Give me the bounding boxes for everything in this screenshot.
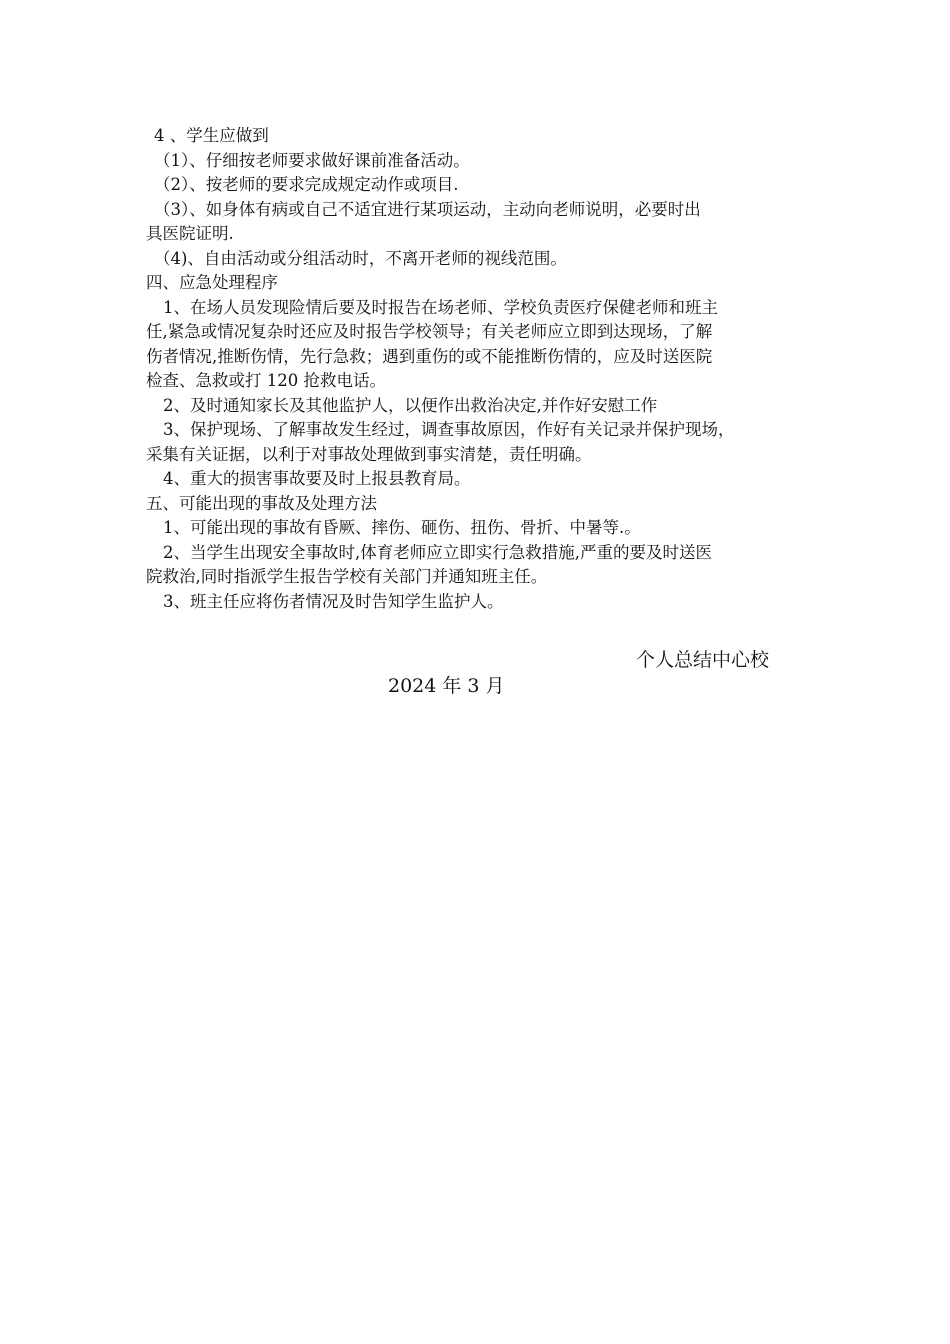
heading-accidents: 五、可能出现的事故及处理方法	[146, 493, 377, 513]
emergency-line-2: 任,紧急或情况复杂时还应及时报告学校领导；有关老师应立即到达现场，了解	[146, 322, 713, 341]
signature: 个人总结中心校	[636, 649, 770, 671]
emergency-line-6: 3、保护现场、了解事故发生经过，调查事故原因，作好有关记录并保护现场，	[163, 420, 735, 439]
section4-heading: 4 、学生应做到	[154, 126, 269, 145]
emergency-line-4: 检查、急救或打 120 抢救电话。	[146, 371, 386, 390]
emergency-line-1: 1、在场人员发现险情后要及时报告在场老师、学校负责医疗保健老师和班主	[163, 297, 718, 317]
emergency-line-5: 2、及时通知家长及其他监护人，以便作出救治决定,并作好安慰工作	[163, 395, 658, 415]
accident-line-4: 3、班主任应将伤者情况及时告知学生监护人。	[163, 591, 504, 611]
section4-item-4: （4)、自由活动或分组活动时，不离开老师的视线范围。	[154, 248, 567, 268]
section4-item-2: （2）、按老师的要求完成规定动作或项目.	[154, 175, 459, 194]
section4-item-3-cont: 具医院证明.	[146, 224, 234, 243]
document-body	[146, 124, 826, 614]
accident-line-3: 院救治,同时指派学生报告学校有关部门并通知班主任。	[146, 567, 548, 586]
emergency-line-3: 伤者情况,推断伤情，先行急救；遇到重伤的或不能推断伤情的，应及时送医院	[146, 346, 713, 366]
accident-line-2: 2、当学生出现安全事故时,体育老师应立即实行急救措施,严重的要及时送医	[163, 542, 712, 562]
emergency-line-7: 采集有关证据，以利于对事故处理做到事实清楚，责任明确。	[146, 444, 592, 464]
section4-item-1: （1）、仔细按老师要求做好课前准备活动。	[154, 150, 470, 170]
emergency-line-8: 4、重大的损害事故要及时上报县教育局。	[163, 469, 471, 488]
accident-line-1: 1、可能出现的事故有昏厥、摔伤、砸伤、扭伤、骨折、中暑等.。	[163, 518, 641, 537]
document-date: 2024 年 3 月	[388, 675, 505, 697]
heading-emergency: 四、应急处理程序	[146, 273, 278, 292]
section4-item-3: （3）、如身体有病或自己不适宜进行某项运动，主动向老师说明，必要时出	[154, 199, 701, 219]
